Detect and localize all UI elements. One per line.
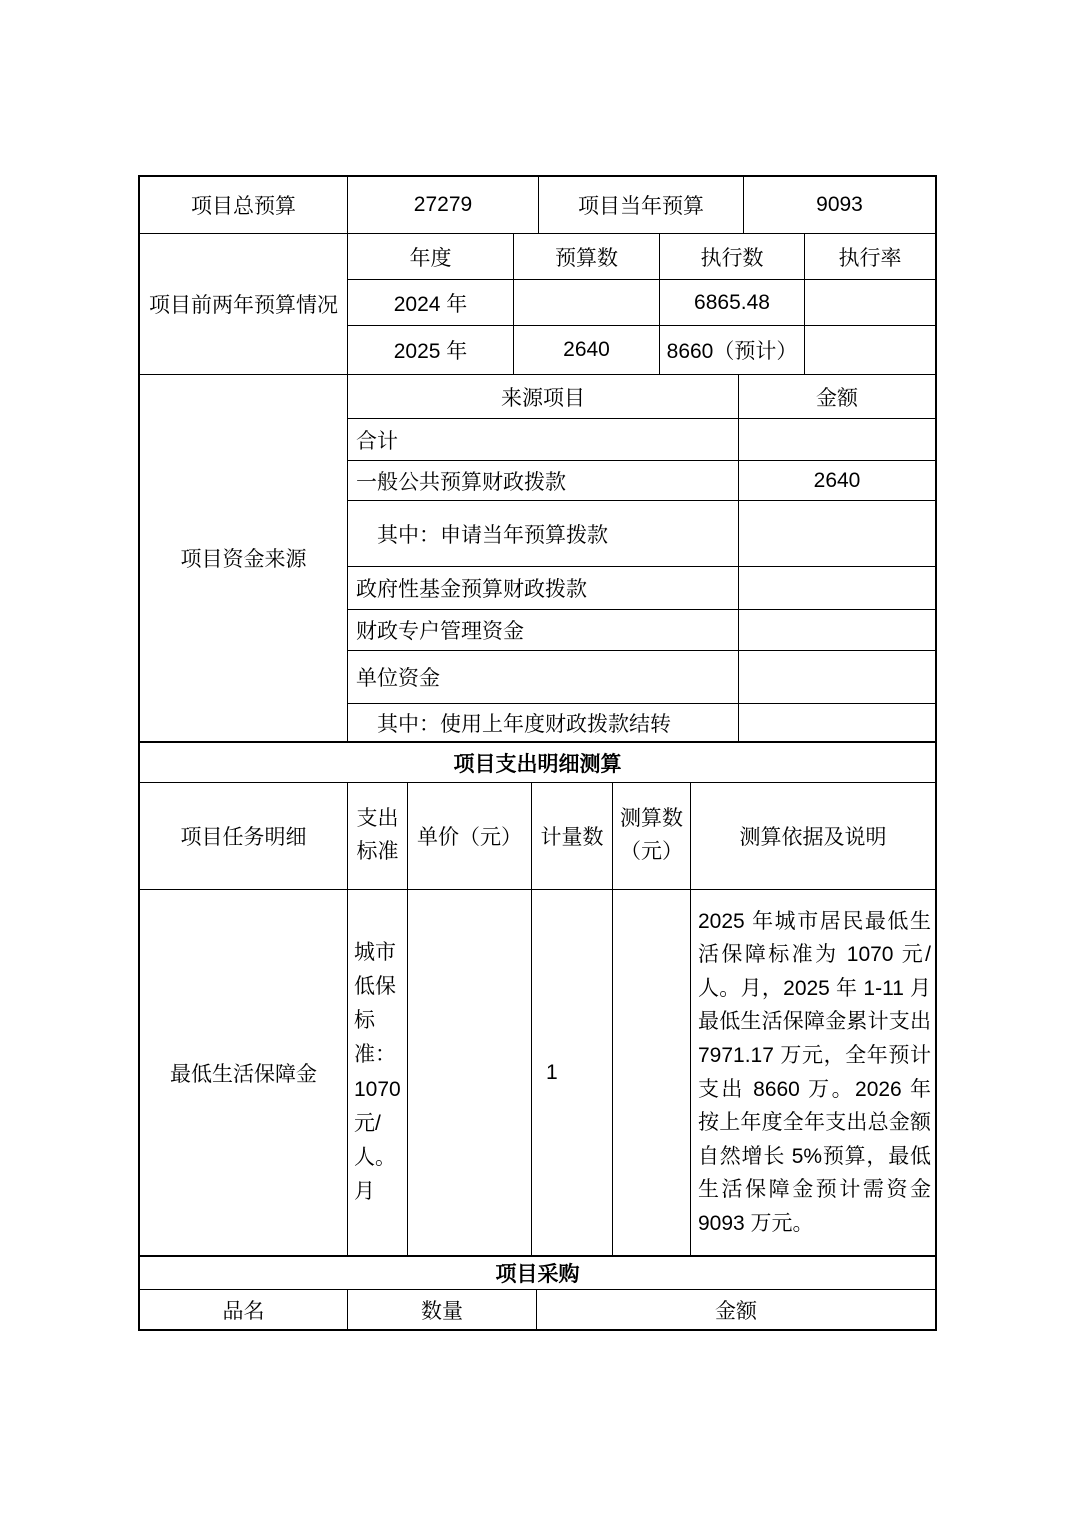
expense-section-title: 项目支出明细测算: [140, 741, 935, 783]
task-detail-cell: 最低生活保障金: [140, 890, 348, 1255]
total-budget-label: 项目总预算: [140, 177, 348, 234]
executed-cell: 8660（预计）: [660, 326, 805, 375]
procurement-quantity-header: 数量: [348, 1290, 537, 1329]
task-detail-header: 项目任务明细: [140, 783, 348, 890]
rate-column-header: 执行率: [805, 234, 935, 280]
funding-header-row: [348, 375, 935, 419]
estimate-cell: [613, 890, 691, 1255]
procurement-header-row: [140, 1290, 935, 1329]
prev-year-row-2024: [348, 280, 935, 326]
year-cell: 2025 年: [348, 326, 514, 375]
rate-cell: [805, 326, 935, 375]
year-cell: 2024 年: [348, 280, 514, 326]
unit-price-cell: [408, 890, 532, 1255]
basis-header: 测算依据及说明: [691, 783, 935, 890]
expense-data-row: [140, 890, 935, 1255]
funding-amount-cell: [739, 567, 935, 610]
funding-amount-cell: [739, 610, 935, 651]
budget-cell: 2640: [514, 326, 660, 375]
funding-source-cell: 财政专户管理资金: [348, 610, 739, 651]
funding-source-cell: 政府性基金预算财政拨款: [348, 567, 739, 610]
standard-header: 支出标准: [348, 783, 408, 890]
total-budget-value: 27279: [348, 177, 539, 234]
funding-row-government-fund: [348, 567, 935, 610]
year-column-header: 年度: [348, 234, 514, 280]
funding-amount-cell: [739, 651, 935, 704]
funding-amount-cell: [739, 704, 935, 741]
funding-sources-section: [140, 375, 935, 741]
funding-amount-cell: 2640: [739, 461, 935, 501]
summary-row: [140, 177, 935, 234]
funding-row-total: [348, 419, 935, 461]
funding-row-special-account: [348, 610, 935, 651]
budget-cell: [514, 280, 660, 326]
executed-cell: 6865.48: [660, 280, 805, 326]
procurement-section-title: 项目采购: [140, 1255, 935, 1290]
basis-cell: [691, 890, 935, 1255]
estimate-header: 测算数（元）: [613, 783, 691, 890]
funding-source-cell: 其中：使用上年度财政拨款结转: [348, 704, 739, 741]
executed-column-header: 执行数: [660, 234, 805, 280]
unit-price-header: 单价（元）: [408, 783, 532, 890]
funding-amount-cell: [739, 501, 935, 567]
procurement-amount-header: 金额: [715, 1299, 757, 1323]
prev-years-header-row: [348, 234, 935, 280]
current-year-budget-label: 项目当年预算: [539, 177, 744, 234]
funding-source-cell: 合计: [348, 419, 739, 461]
amount-header: 金额: [739, 375, 935, 419]
funding-amount-cell: [739, 419, 935, 461]
prev-year-row-2025: [348, 326, 935, 375]
funding-row-general-public: [348, 461, 935, 501]
funding-source-cell: 一般公共预算财政拨款: [348, 461, 739, 501]
source-project-header: 来源项目: [348, 375, 739, 419]
expense-header-row: [140, 783, 935, 890]
funding-row-unit-funds: [348, 651, 935, 704]
funding-row-carryover: [348, 704, 935, 741]
funding-row-current-year-request: [348, 501, 935, 567]
prev-years-label: 项目前两年预算情况: [140, 234, 348, 375]
budget-table: [138, 175, 937, 1331]
budget-column-header: 预算数: [514, 234, 660, 280]
product-name-header: 品名: [140, 1290, 348, 1329]
current-year-budget-value: 9093: [744, 177, 935, 234]
standard-cell: 城市低保标准：1070元/人。月: [348, 890, 408, 1255]
funding-source-cell: 其中：申请当年预算拨款: [348, 501, 739, 567]
funding-source-cell: 单位资金: [348, 651, 739, 704]
rate-cell: [805, 280, 935, 326]
quantity-cell: 1: [532, 890, 613, 1255]
quantity-header: 计量数: [532, 783, 613, 890]
basis-text: 2025 年城市居民最低生活保障标准为 1070 元/人。月，2025 年 1-11 月最低生活保障金累计支出 7971.17 万元，全年预计支出 8660 万。2026 年按上年度全年支出总金额自然增长 5%预算，最低生活保障金预计需资金 9093 万元。: [698, 909, 931, 1235]
prev-years-section: [140, 234, 935, 375]
funding-sources-label: 项目资金来源: [140, 375, 348, 741]
